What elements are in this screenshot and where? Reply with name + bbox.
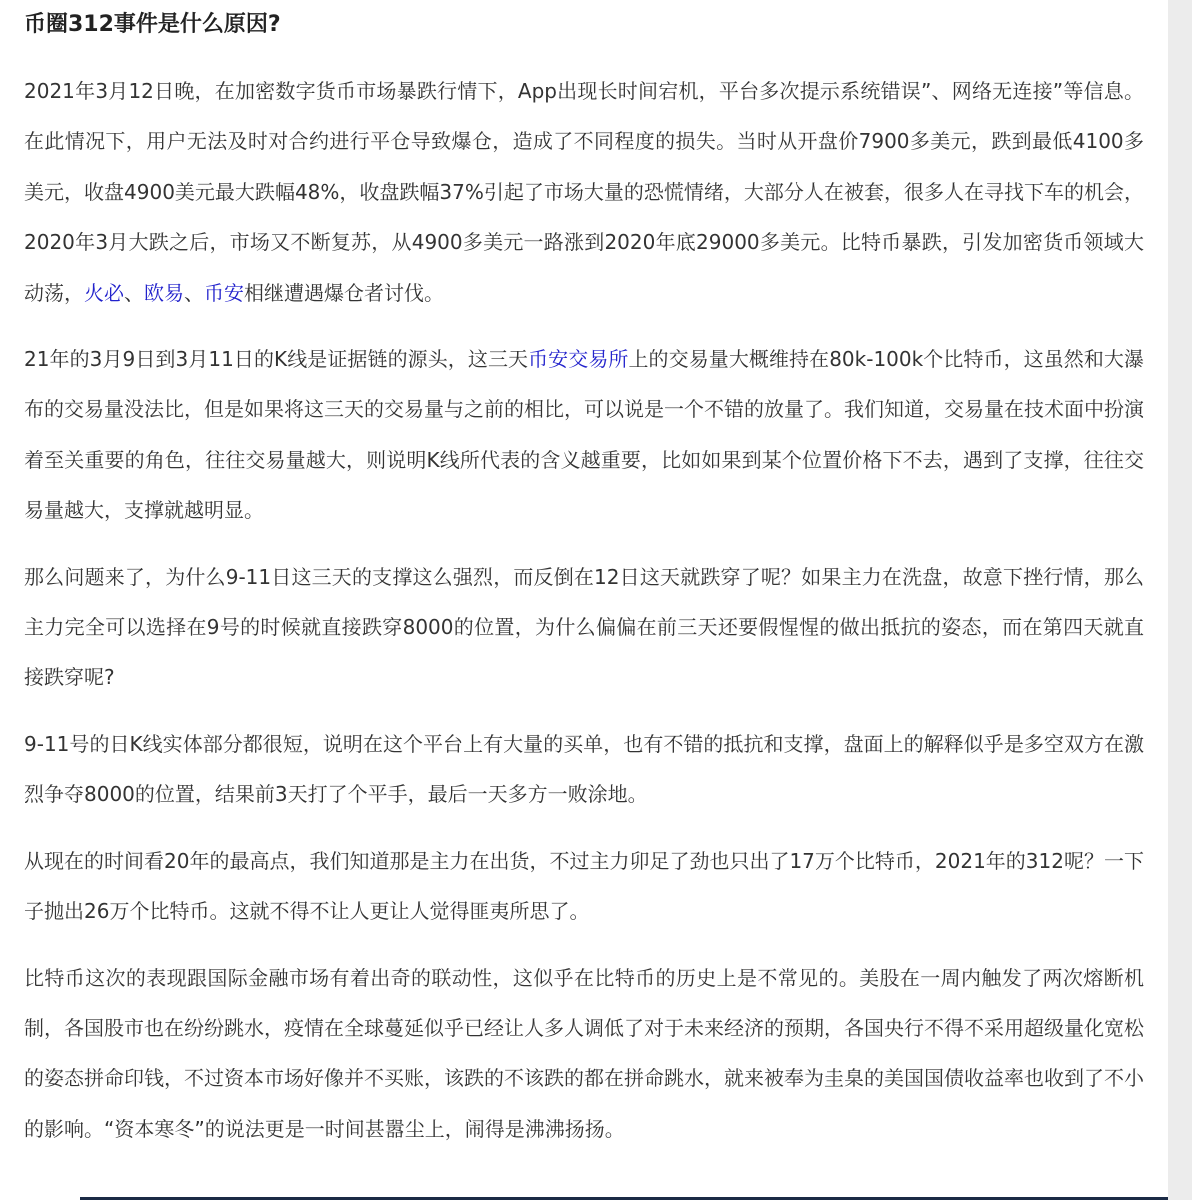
article-title: 币圈312事件是什么原因? [24, 12, 281, 37]
separator: 、 [184, 280, 204, 305]
paragraph-1-text-end: 相继遭遇爆仓者讨伐。 [244, 280, 444, 305]
paragraph-1 [24, 66, 1144, 318]
paragraph-2-text: 21年的3月9日到3月11日的K线是证据链的源头，这三天 [24, 347, 529, 372]
paragraph-5: 从现在的时间看20年的最高点，我们知道那是主力在出货，不过主力卯足了劲也只出了17万个比特币，2021年的312呢？一下子抛出26万个比特币。这就不得不让人更让人觉得匪夷所思了。 [24, 848, 1144, 924]
paragraph-2 [24, 334, 1144, 536]
page-scroll-area[interactable] [1168, 0, 1192, 1200]
paragraph-1-text: 2021年3月12日晚，在加密数字货币市场暴跌行情下，App出现长时间宕机，平台多次提示系统错误”、网络无连接”等信息。在此情况下，用户无法及时对合约进行平仓导致爆仓，造成了不同程度的损失。当时从开盘价7900多美元，跌到最低4100多美元，收盘4900美元最大跌幅48%，收盘跌幅37%引起了市场大量的恐慌情绪，大部分人在被套，很多人在寻找下车的机会，2020年3月大跌之后，市场又不断复苏，从4900多美元一路涨到2020年底29000多美元。比特币暴跌，引发加密货币领域大动荡， [24, 79, 1144, 305]
link-huobi[interactable]: 火必 [84, 280, 124, 305]
link-binance[interactable]: 币安 [204, 280, 244, 305]
separator: 、 [124, 280, 144, 305]
link-okx[interactable]: 欧易 [144, 280, 184, 305]
paragraph-2-text-end: 上的交易量大概维持在80k-100k个比特币，这虽然和大瀑布的交易量没法比，但是如果将这三天的交易量与之前的相比，可以说是一个不错的放量了。我们知道，交易量在技术面中扮演着至关重要的角色，往往交易量越大，则说明K线所代表的含义越重要，比如如果到某个位置价格下不去，遇到了支撑，往往交易量越大，支撑就越明显。 [24, 347, 1145, 523]
link-binance-exchange[interactable]: 币安交易所 [528, 347, 629, 372]
article-body [24, 0, 1144, 1154]
paragraph-6: 比特币这次的表现跟国际金融市场有着出奇的联动性，这似乎在比特币的历史上是不常见的。美股在一周内触发了两次熔断机制，各国股市也在纷纷跳水，疫情在全球蔓延似乎已经让人多人调低了对于未来经济的预期，各国央行不得不采用超级量化宽松的姿态拼命印钱，不过资本市场好像并不买账，该跌的不该跌的都在拼命跳水，就来被奉为圭臬的美国国债收益率也收到了不小的影响。“资本寒冬”的说法更是一时间甚嚣尘上，闹得是沸沸扬扬。 [24, 965, 1144, 1141]
paragraph-4: 9-11号的日K线实体部分都很短，说明在这个平台上有大量的买单，也有不错的抵抗和支撑，盘面上的解释似乎是多空双方在激烈争夺8000的位置，结果前3天打了个平手，最后一天多方一败涂地。 [24, 731, 1144, 807]
paragraph-3: 那么问题来了，为什么9-11日这三天的支撑这么强烈，而反倒在12日这天就跌穿了呢？如果主力在洗盘，故意下挫行情，那么主力完全可以选择在9号的时候就直接跌穿8000的位置，为什么偏偏在前三天还要假惺惺的做出抵抗的姿态，而在第四天就直接跌穿呢? [24, 564, 1144, 690]
